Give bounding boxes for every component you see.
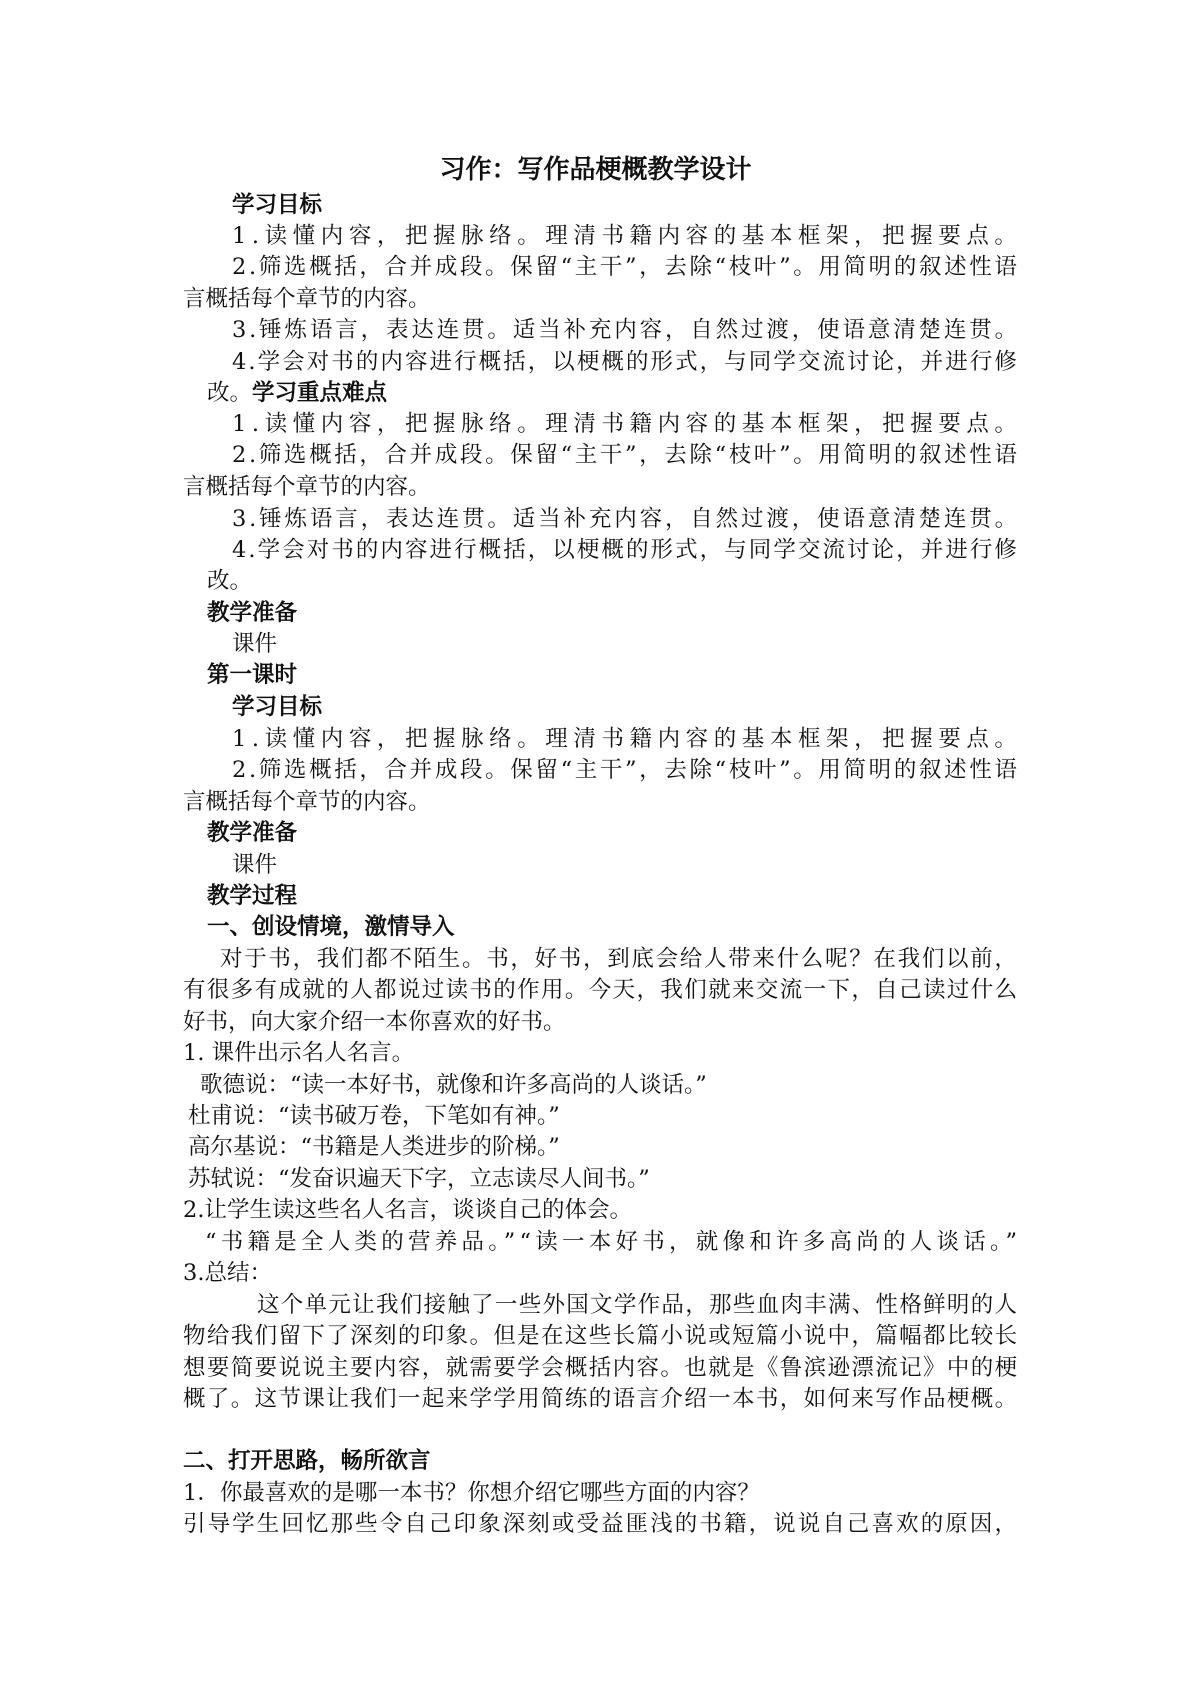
- body-line: [207, 378, 387, 408]
- section-heading-1: 一、创设情境，激情导入: [207, 914, 455, 940]
- list-item: 1．你最喜欢的是哪一本书？你想介绍它哪些方面的内容？: [183, 1480, 760, 1506]
- body-line: 1.读懂内容，把握脉络。理清书籍内容的基本框架，把握要点。: [232, 726, 1023, 752]
- body-line: 想要简要说说主要内容，就需要学会概括内容。也就是《鲁滨逊漂流记》中的梗: [183, 1355, 1019, 1381]
- body-line: 3.锤炼语言，表达连贯。适当补充内容，自然过渡，使语意清楚连贯。: [232, 506, 1020, 532]
- body-line: 2.筛选概括，合并成段。保留“主干”，去除“枝叶”。用简明的叙述性语: [232, 442, 1020, 468]
- body-line: 2.筛选概括，合并成段。保留“主干”，去除“枝叶”。用简明的叙述性语: [232, 254, 1020, 280]
- body-line: 物给我们留下了深刻的印象。但是在这些长篇小说或短篇小说中，篇幅都比较长: [183, 1323, 1019, 1349]
- body-line: 改。: [207, 568, 253, 594]
- document-title: 习作：写作品梗概教学设计: [439, 155, 752, 185]
- quote-line: 苏轼说：“发奋识遍天下字，立志读尽人间书。”: [188, 1166, 650, 1192]
- heading-teaching-process: 教学过程: [207, 883, 298, 909]
- body-line: 言概括每个章节的内容。: [183, 474, 431, 500]
- body-line: 引导学生回忆那些令自己印象深刻或受益匪浅的书籍，说说自己喜欢的原因，: [183, 1511, 1020, 1537]
- list-item: 2.让学生读这些名人名言，谈谈自己的体会。: [183, 1197, 632, 1223]
- body-line: 概了。这节课让我们一起来学学用简练的语言介绍一本书，如何来写作品梗概。: [183, 1386, 1019, 1412]
- body-line: 2.筛选概括，合并成段。保留“主干”，去除“枝叶”。用简明的叙述性语: [232, 757, 1020, 783]
- body-line: 课件: [232, 631, 278, 657]
- heading-learning-goals: 学习目标: [232, 192, 323, 218]
- body-line: 1.读懂内容，把握脉络。理清书籍内容的基本框架，把握要点。: [232, 223, 1023, 249]
- body-line: 言概括每个章节的内容。: [183, 286, 431, 312]
- heading-teaching-prep: 教学准备: [207, 820, 298, 846]
- heading-key-difficulties: 学习重点难点: [252, 380, 388, 406]
- quote-line: 高尔基说：“书籍是人类进步的阶梯。”: [188, 1134, 560, 1160]
- quote-line: 杜甫说：“读书破万卷，下笔如有神。”: [188, 1103, 560, 1129]
- quote-line: 歌德说：“读一本好书，就像和许多高尚的人谈话。”: [200, 1072, 707, 1098]
- heading-teaching-prep: 教学准备: [207, 600, 298, 626]
- body-line: 有很多有成就的人都说过读书的作用。今天，我们就来交流一下，自己读过什么: [183, 977, 1019, 1003]
- body-line: 4.学会对书的内容进行概括，以梗概的形式，与同学交流讨论，并进行修: [232, 349, 1019, 375]
- heading-first-lesson: 第一课时: [207, 662, 298, 688]
- body-line: 好书，向大家介绍一本你喜欢的好书。: [183, 1009, 566, 1035]
- body-line: 这个单元让我们接触了一些外国文学作品，那些血肉丰满、性格鲜明的人: [257, 1292, 1019, 1318]
- quote-line: “书籍是全人类的营养品。”“读一本好书，就像和许多高尚的人谈话。”: [205, 1229, 1022, 1255]
- body-line: 言概括每个章节的内容。: [183, 789, 431, 815]
- heading-learning-goals: 学习目标: [232, 694, 323, 720]
- body-line: 1.读懂内容，把握脉络。理清书籍内容的基本框架，把握要点。: [232, 411, 1023, 437]
- section-heading-2: 二、打开思路，畅所欲言: [183, 1448, 431, 1474]
- list-item: 1. 课件出示名人名言。: [183, 1040, 415, 1066]
- list-item: 3.总结：: [183, 1260, 272, 1286]
- body-line: 3.锤炼语言，表达连贯。适当补充内容，自然过渡，使语意清楚连贯。: [232, 317, 1020, 343]
- body-line: 4.学会对书的内容进行概括，以梗概的形式，与同学交流讨论，并进行修: [232, 537, 1019, 563]
- body-text: 改。: [207, 380, 253, 406]
- body-line: 课件: [232, 852, 278, 878]
- body-line: 对于书，我们都不陌生。书，好书，到底会给人带来什么呢？在我们以前，: [220, 946, 1019, 972]
